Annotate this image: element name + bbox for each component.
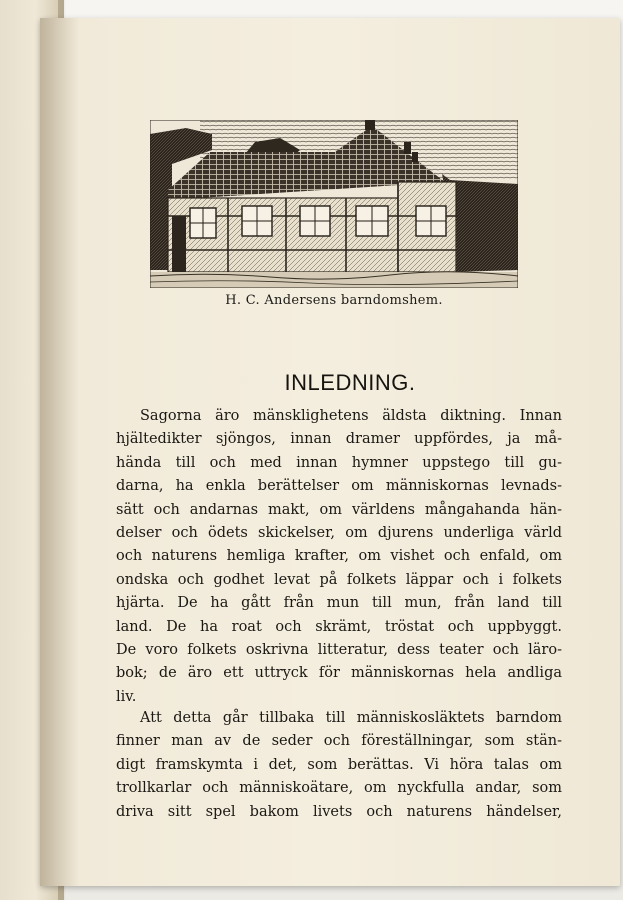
text-line: liv. xyxy=(116,688,137,705)
text-line: och naturens hemliga krafter, om vishet och enfald, om xyxy=(116,548,562,565)
text-line: sätt och andarnas makt, om världens mångahanda hän- xyxy=(116,501,562,518)
text-line: ondska och godhet levat på folkets läppar och i folkets xyxy=(116,571,562,588)
text-line: trollkarlar och människoätare, om nyckfulla andar, som xyxy=(116,780,562,797)
text-line: hjältedikter sjöngos, innan dramer uppfördes, ja må- xyxy=(116,431,562,448)
text-line: bok; de äro ett uttryck för människornas hela andliga xyxy=(116,665,562,682)
text-line: finner man av de seder och föreställningar, som stän- xyxy=(116,733,562,750)
text-line: hjärta. De ha gått från mun till mun, från land till xyxy=(116,595,562,612)
text-line: land. De ha roat och skrämt, tröstat och uppbyggt. xyxy=(116,618,562,635)
text-line: Sagorna äro mänsklighetens äldsta diktning. Innan xyxy=(140,408,562,424)
text-line: De voro folkets oskrivna litteratur, dess teater och läro- xyxy=(116,641,562,658)
text-line: delser och ödets skickelser, om djurens underliga värld xyxy=(116,524,562,541)
paragraph-1 xyxy=(116,405,562,709)
paragraph-2 xyxy=(116,707,562,824)
text-line: driva sitt spel bakom livets och naturens händelser, xyxy=(116,803,562,820)
house-engraving-illustration xyxy=(150,120,518,288)
text-line: Att detta går tillbaka till människosläktets barndom xyxy=(140,710,562,726)
chapter-heading: INLEDNING. xyxy=(284,370,416,395)
gutter-shadow xyxy=(40,18,80,886)
text-line: hända till och med innan hymner uppstego till gu- xyxy=(116,454,562,471)
text-line: darna, ha enkla berättelser om människornas levnads- xyxy=(116,478,562,495)
text-line: digt framskymta i det, som berättas. Vi höra talas om xyxy=(116,756,562,773)
illustration-caption: H. C. Andersens barndomshem. xyxy=(225,293,443,308)
